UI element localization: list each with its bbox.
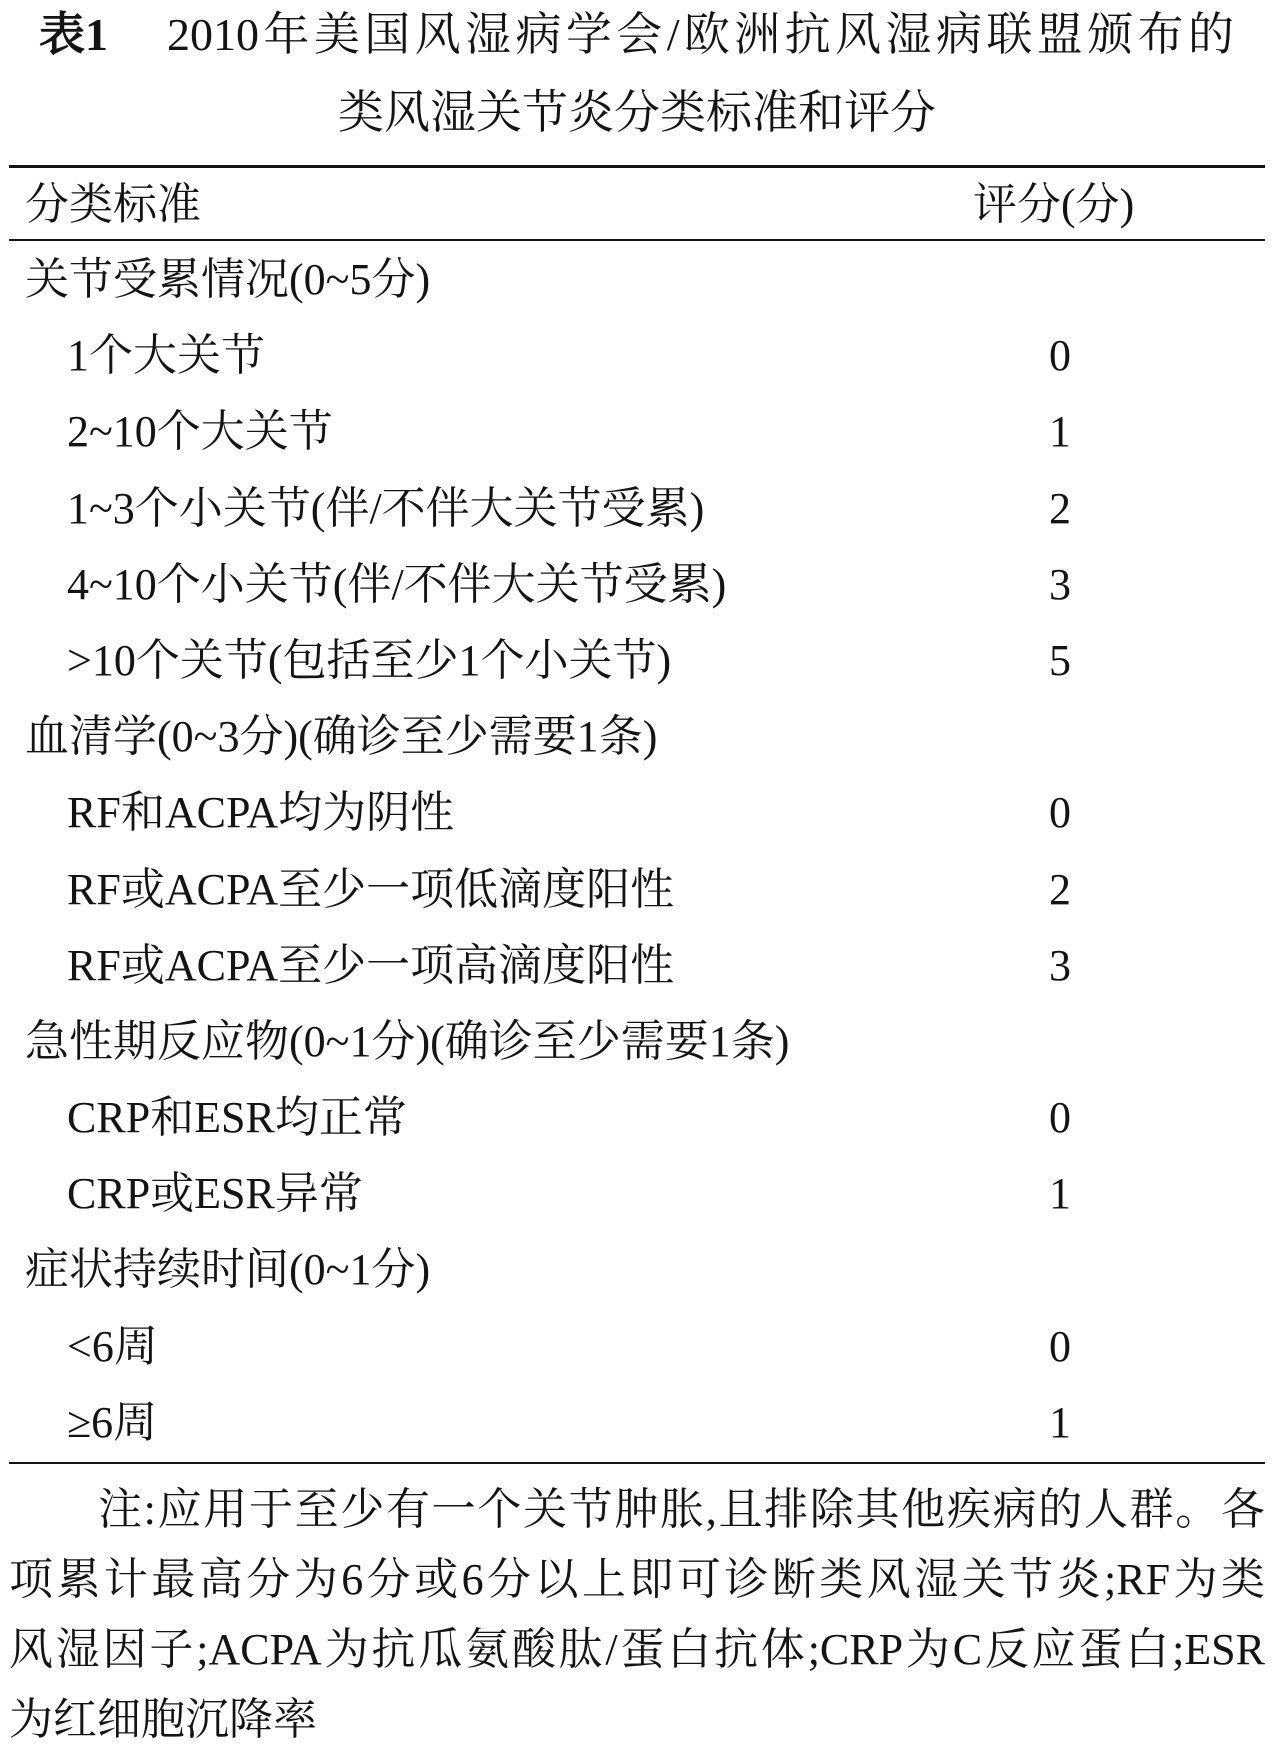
table-row — [9, 471, 1265, 547]
criteria-cell: ≥6周 — [67, 1397, 158, 1447]
score-cell: 1 — [1049, 1169, 1071, 1219]
footnote-line: 为红细胞沉降率 — [9, 1695, 317, 1744]
header-criteria: 分类标准 — [25, 180, 201, 229]
criteria-cell: RF或ACPA至少一项高滴度阳性 — [67, 940, 675, 990]
score-cell: 5 — [1049, 635, 1071, 685]
table-title-line-1 — [0, 6, 1278, 64]
group-row-joint-involvement — [9, 242, 1265, 318]
score-cell: 0 — [1049, 331, 1071, 381]
table-row — [9, 394, 1265, 470]
group-row-serology — [9, 699, 1265, 775]
footnote-line: 风湿因子;ACPA为抗瓜氨酸肽/蛋白抗体;CRP为C反应蛋白;ESR — [9, 1625, 1265, 1674]
table-row — [9, 547, 1265, 623]
table-row — [9, 1156, 1265, 1232]
footnote-line: 项累计最高分为6分或6分以上即可诊断类风湿关节炎;RF为类 — [9, 1555, 1265, 1604]
criteria-cell: RF或ACPA至少一项低滴度阳性 — [67, 864, 675, 914]
table-row — [9, 852, 1265, 928]
criteria-cell: >10个关节(包括至少1个小关节) — [67, 635, 672, 685]
score-cell: 2 — [1049, 864, 1071, 914]
score-cell: 0 — [1049, 1093, 1071, 1143]
criteria-cell: 1个大关节 — [67, 331, 265, 381]
table-row — [9, 1080, 1265, 1156]
table-footnote — [9, 1475, 1265, 1755]
criteria-cell: 4~10个小关节(伴/不伴大关节受累) — [67, 559, 727, 609]
criteria-cell: <6周 — [67, 1321, 158, 1371]
criteria-cell: CRP和ESR均正常 — [67, 1093, 407, 1143]
score-cell: 1 — [1049, 407, 1071, 457]
table-number-label: 表1 — [39, 9, 108, 60]
score-cell: 1 — [1049, 1397, 1071, 1447]
header-rule — [9, 239, 1265, 241]
table-body — [9, 242, 1265, 1461]
criteria-cell: 2~10个大关节 — [67, 407, 333, 457]
table-row — [9, 928, 1265, 1004]
table-row — [9, 1385, 1265, 1461]
criteria-cell: RF和ACPA均为阴性 — [67, 788, 455, 838]
score-cell: 0 — [1049, 1321, 1071, 1371]
group-row-acute-phase-reactants — [9, 1004, 1265, 1080]
score-cell: 3 — [1049, 559, 1071, 609]
table-row — [9, 623, 1265, 699]
bottom-rule — [9, 1462, 1265, 1464]
group-row-symptom-duration — [9, 1232, 1265, 1308]
table-header-row — [9, 171, 1265, 239]
score-cell: 3 — [1049, 940, 1071, 990]
criteria-cell: 1~3个小关节(伴/不伴大关节受累) — [67, 483, 705, 533]
criteria-cell: CRP或ESR异常 — [67, 1169, 363, 1219]
table-row — [9, 1309, 1265, 1385]
table-title-text: 2010年美国风湿病学会/欧洲抗风湿病联盟颁布的 — [167, 9, 1234, 60]
score-cell: 2 — [1049, 483, 1071, 533]
group-label: 血清学(0~3分)(确诊至少需要1条) — [25, 712, 658, 762]
top-rule — [9, 165, 1265, 168]
footnote-line: 注:应用于至少有一个关节肿胀,且排除其他疾病的人群。各 — [98, 1485, 1265, 1534]
group-label: 症状持续时间(0~1分) — [25, 1245, 431, 1295]
group-label: 关节受累情况(0~5分) — [25, 255, 431, 304]
group-label: 急性期反应物(0~1分)(确诊至少需要1条) — [25, 1016, 790, 1066]
header-score: 评分(分) — [973, 180, 1135, 229]
score-cell: 0 — [1049, 788, 1071, 838]
table-row — [9, 318, 1265, 394]
table-row — [9, 775, 1265, 851]
table-title-line-2: 类风湿关节炎分类标准和评分 — [338, 87, 936, 138]
